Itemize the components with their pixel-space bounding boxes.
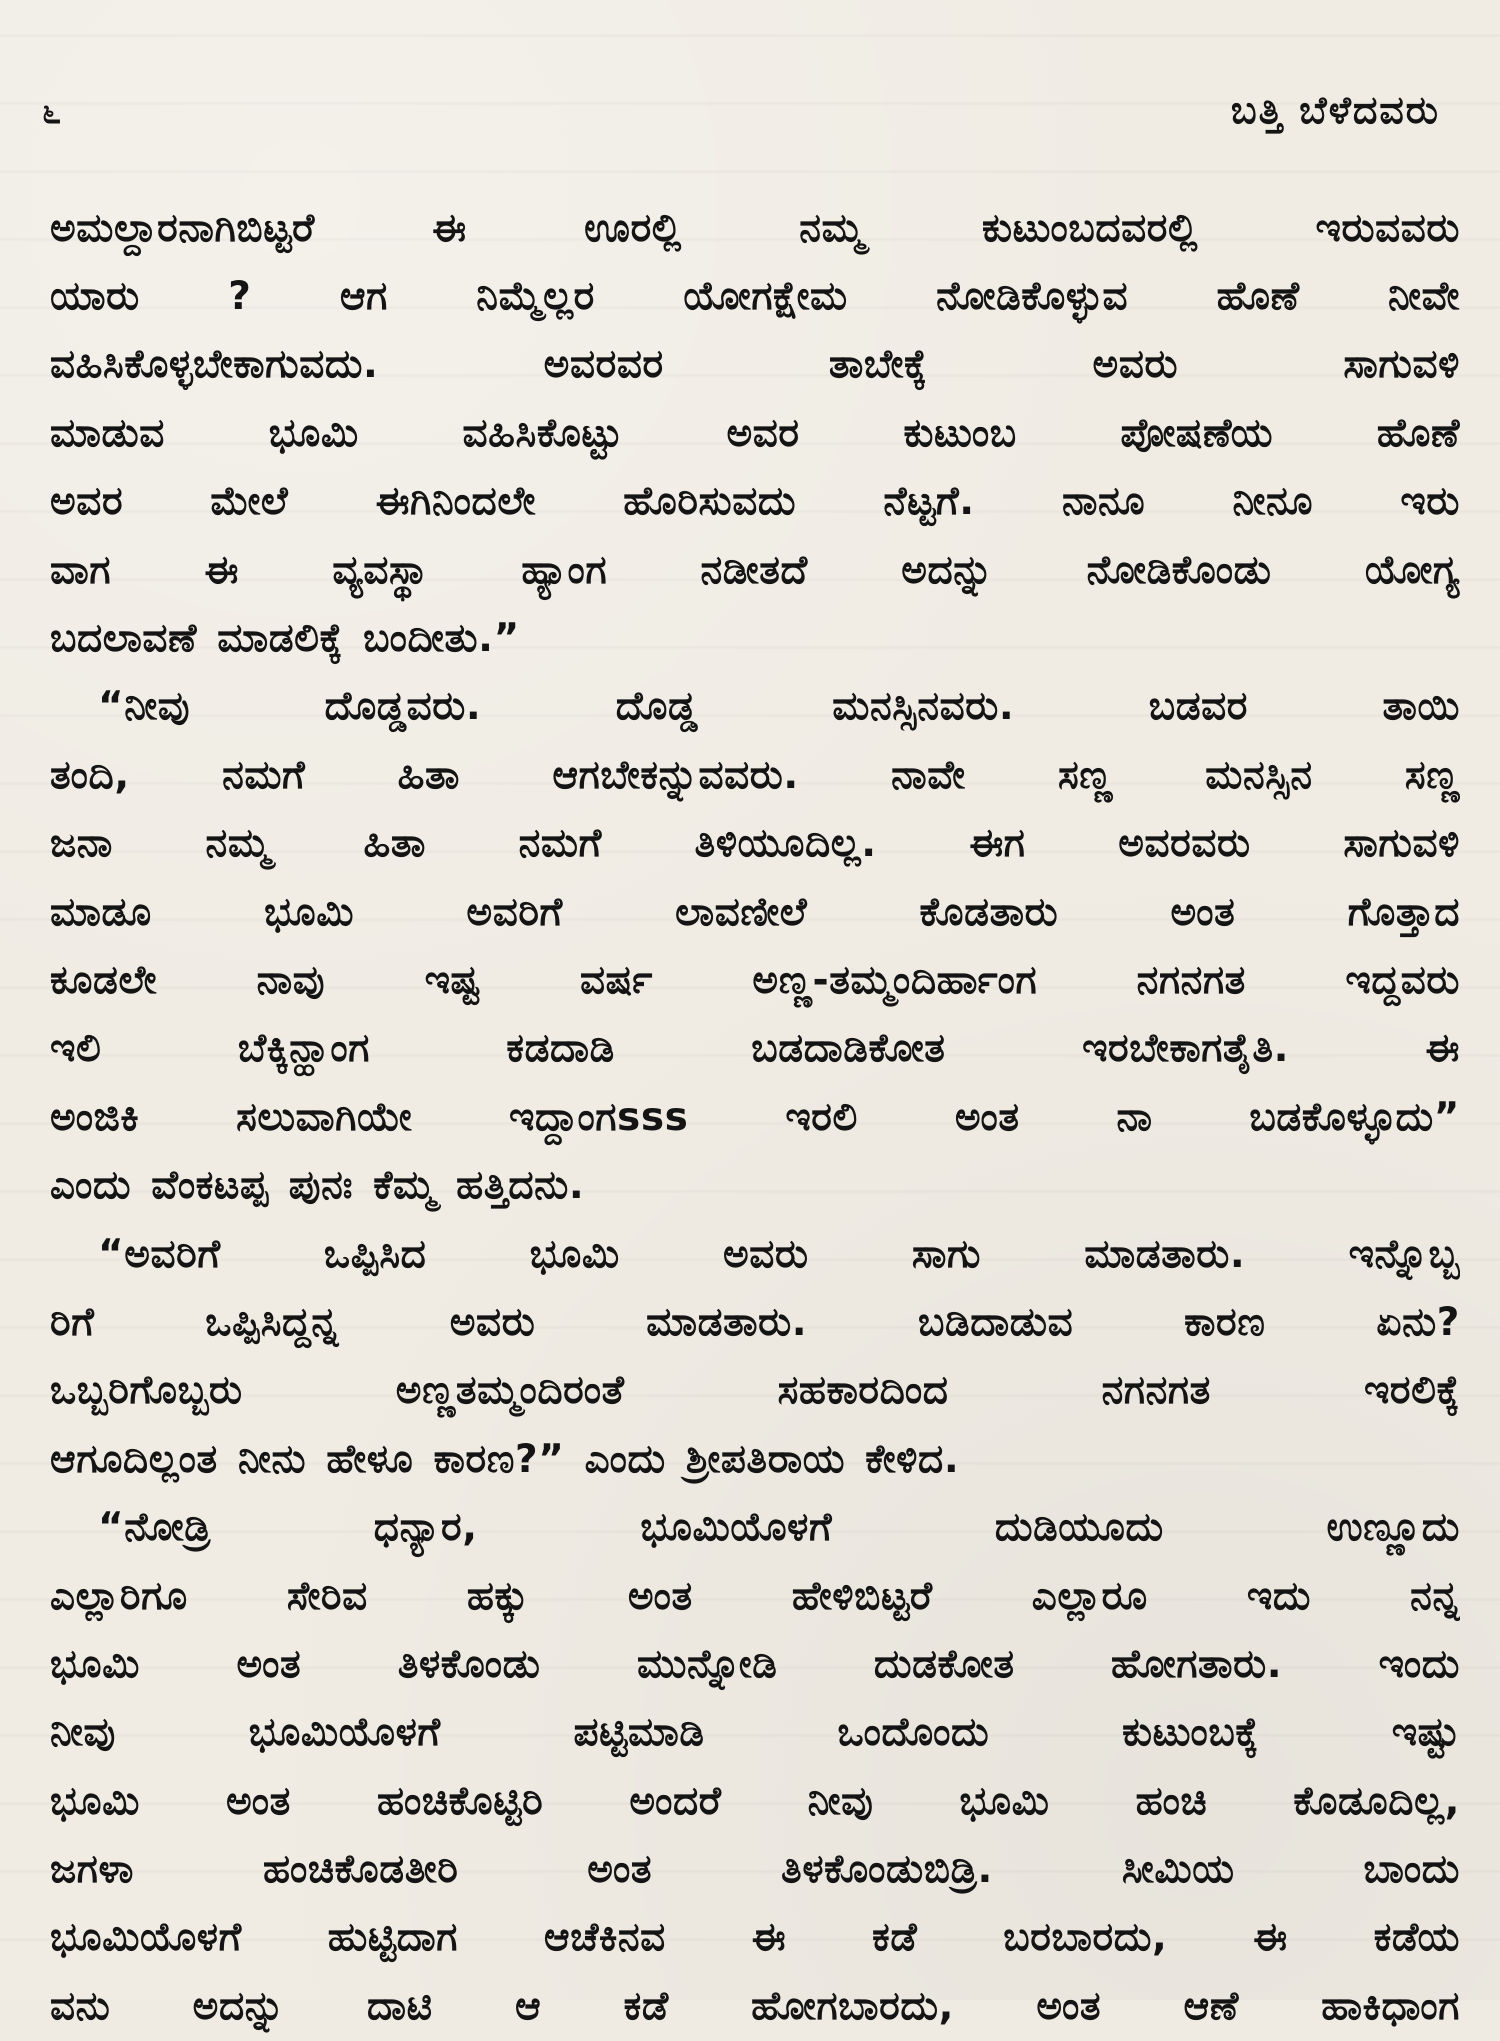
text-line-8: “ನೀವು ದೊಡ್ಡವರು. ದೊಡ್ಡ ಮನಸ್ಸಿನವರು. ಬಡವರ ತಾಯಿ	[98, 684, 1460, 730]
text-line-14: ಅಂಜಿಕಿ ಸಲುವಾಗಿಯೇ ಇದ್ದಾಂಗsss ಇರಲಿ ಅಂತ ನಾ ಬಡಕೊಳ್ಳೂದು”	[50, 1094, 1460, 1140]
text-line-24: ಭೂಮಿ ಅಂತ ಹಂಚಿಕೊಟ್ಟಿರಿ ಅಂದರೆ ನೀವು ಭೂಮಿ ಹಂಚಿ ಕೊಡೂದಿಲ್ಲ,	[50, 1778, 1460, 1824]
text-line-17: ರಿಗೆ ಒಪ್ಪಿಸಿದ್ದನ್ನ ಅವರು ಮಾಡತಾರು. ಬಡಿದಾಡುವ ಕಾರಣ ಏನು?	[50, 1299, 1460, 1345]
text-line-26: ಭೂಮಿಯೊಳಗೆ ಹುಟ್ಟಿದಾಗ ಆಚೆಕಿನವ ಈ ಕಡೆ ಬರಬಾರದು, ಈ ಕಡೆಯ	[50, 1915, 1460, 1961]
text-line-20: “ನೋಡ್ರಿ ಧನ್ಯಾರ, ಭೂಮಿಯೊಳಗೆ ದುಡಿಯೂದು ಉಣ್ಣೂದು	[98, 1505, 1460, 1551]
text-line-6: ವಾಗ ಈ ವ್ಯವಸ್ಥಾ ಹ್ಯಾಂಗ ನಡೀತದೆ ಅದನ್ನು ನೋಡಿಕೊಂಡು ಯೋಗ್ಯ	[50, 547, 1460, 593]
page-header	[42, 88, 1440, 136]
text-line-21: ಎಲ್ಲಾರಿಗೂ ಸೇರಿವ ಹಕ್ಕು ಅಂತ ಹೇಳಿಬಿಟ್ಟರೆ ಎಲ್ಲಾರೂ ಇದು ನನ್ನ	[50, 1573, 1460, 1619]
text-line-25: ಜಗಳಾ ಹಂಚಿಕೊಡತೀರಿ ಅಂತ ತಿಳಕೊಂಡುಬಿಡ್ರಿ. ಸೀಮಿಯ ಬಾಂದು	[50, 1847, 1460, 1893]
text-line-4: ಮಾಡುವ ಭೂಮಿ ವಹಿಸಿಕೊಟ್ಟು ಅವರ ಕುಟುಂಬ ಪೋಷಣೆಯ ಹೊಣೆ	[50, 410, 1460, 456]
text-line-18: ಒಬ್ಬರಿಗೊಬ್ಬರು ಅಣ್ಣತಮ್ಮಂದಿರಂತೆ ಸಹಕಾರದಿಂದ ನಗನಗತ ಇರಲಿಕ್ಕೆ	[50, 1368, 1460, 1414]
running-title: ಬತ್ತಿ ಬೆಳೆದವರು	[1230, 88, 1440, 132]
text-line-22: ಭೂಮಿ ಅಂತ ತಿಳಕೊಂಡು ಮುನ್ನೋಡಿ ದುಡಕೋತ ಹೋಗತಾರು. ಇಂದು	[50, 1641, 1460, 1687]
text-line-13: ಇಲಿ ಬೆಕ್ಕಿನ್ಹಾಂಗ ಕಡದಾಡಿ ಬಡದಾಡಿಕೋತ ಇರಬೇಕಾಗತೈತಿ. ಈ	[50, 1026, 1460, 1072]
text-line-23: ನೀವು ಭೂಮಿಯೊಳಗೆ ಪಟ್ಟಿಮಾಡಿ ಒಂದೊಂದು ಕುಟುಂಬಕ್ಕೆ ಇಷ್ಟು	[50, 1710, 1460, 1756]
text-line-9: ತಂದಿ, ನಮಗೆ ಹಿತಾ ಆಗಬೇಕನ್ನುವವರು. ನಾವೇ ಸಣ್ಣ ಮನಸ್ಸಿನ ಸಣ್ಣ	[50, 752, 1460, 798]
text-line-3: ವಹಿಸಿಕೊಳ್ಳಬೇಕಾಗುವದು. ಅವರವರ ತಾಬೇಕ್ಕೆ ಅವರು ಸಾಗುವಳಿ	[50, 342, 1460, 388]
page-body-text	[50, 194, 1460, 2041]
text-line-19: ಆಗೂದಿಲ್ಲಂತ ನೀನು ಹೇಳೂ ಕಾರಣ?” ಎಂದು ಶ್ರೀಪತಿರಾಯ ಕೇಳಿದ.	[50, 1436, 960, 1482]
text-line-11: ಮಾಡೂ ಭೂಮಿ ಅವರಿಗೆ ಲಾವಣೀಲೆ ಕೊಡತಾರು ಅಂತ ಗೊತ್ತಾದ	[50, 889, 1460, 935]
page-number: ೬	[42, 92, 63, 132]
text-line-15: ಎಂದು ವೆಂಕಟಪ್ಪ ಪುನಃ ಕೆಮ್ಮ ಹತ್ತಿದನು.	[50, 1163, 585, 1209]
text-line-27: ವನು ಅದನ್ನು ದಾಟಿ ಆ ಕಡೆ ಹೋಗಬಾರದು, ಅಂತ ಆಣೆ ಹಾಕಿಧಾಂಗ	[50, 1983, 1460, 2029]
text-line-1: ಅಮಲ್ದಾರನಾಗಿಬಿಟ್ಟರೆ ಈ ಊರಲ್ಲಿ ನಮ್ಮ ಕುಟುಂಬದವರಲ್ಲಿ ಇರುವವರು	[50, 205, 1460, 251]
text-line-5: ಅವರ ಮೇಲೆ ಈಗಿನಿಂದಲೇ ಹೊರಿಸುವದು ನೆಟ್ಟಗೆ. ನಾನೂ ನೀನೂ ಇರು	[50, 479, 1460, 525]
text-line-12: ಕೂಡಲೇ ನಾವು ಇಷ್ಟ ವರ್ಷ ಅಣ್ಣ-ತಮ್ಮಂದಿರ್ಹಾಂಗ ನಗನಗತ ಇದ್ದವರು	[50, 957, 1460, 1003]
text-line-16: “ಅವರಿಗೆ ಒಪ್ಪಿಸಿದ ಭೂಮಿ ಅವರು ಸಾಗು ಮಾಡತಾರು. ಇನ್ನೊಬ್ಬ	[98, 1231, 1460, 1277]
text-line-10: ಜನಾ ನಮ್ಮ ಹಿತಾ ನಮಗೆ ತಿಳಿಯೂದಿಲ್ಲ. ಈಗ ಅವರವರು ಸಾಗುವಳಿ	[50, 821, 1460, 867]
text-line-2: ಯಾರು ? ಆಗ ನಿಮ್ಮೆಲ್ಲರ ಯೋಗಕ್ಷೇಮ ನೋಡಿಕೊಳ್ಳುವ ಹೊಣೆ ನೀವೇ	[50, 274, 1460, 320]
text-line-7: ಬದಲಾವಣೆ ಮಾಡಲಿಕ್ಕೆ ಬಂದೀತು.”	[50, 616, 520, 662]
